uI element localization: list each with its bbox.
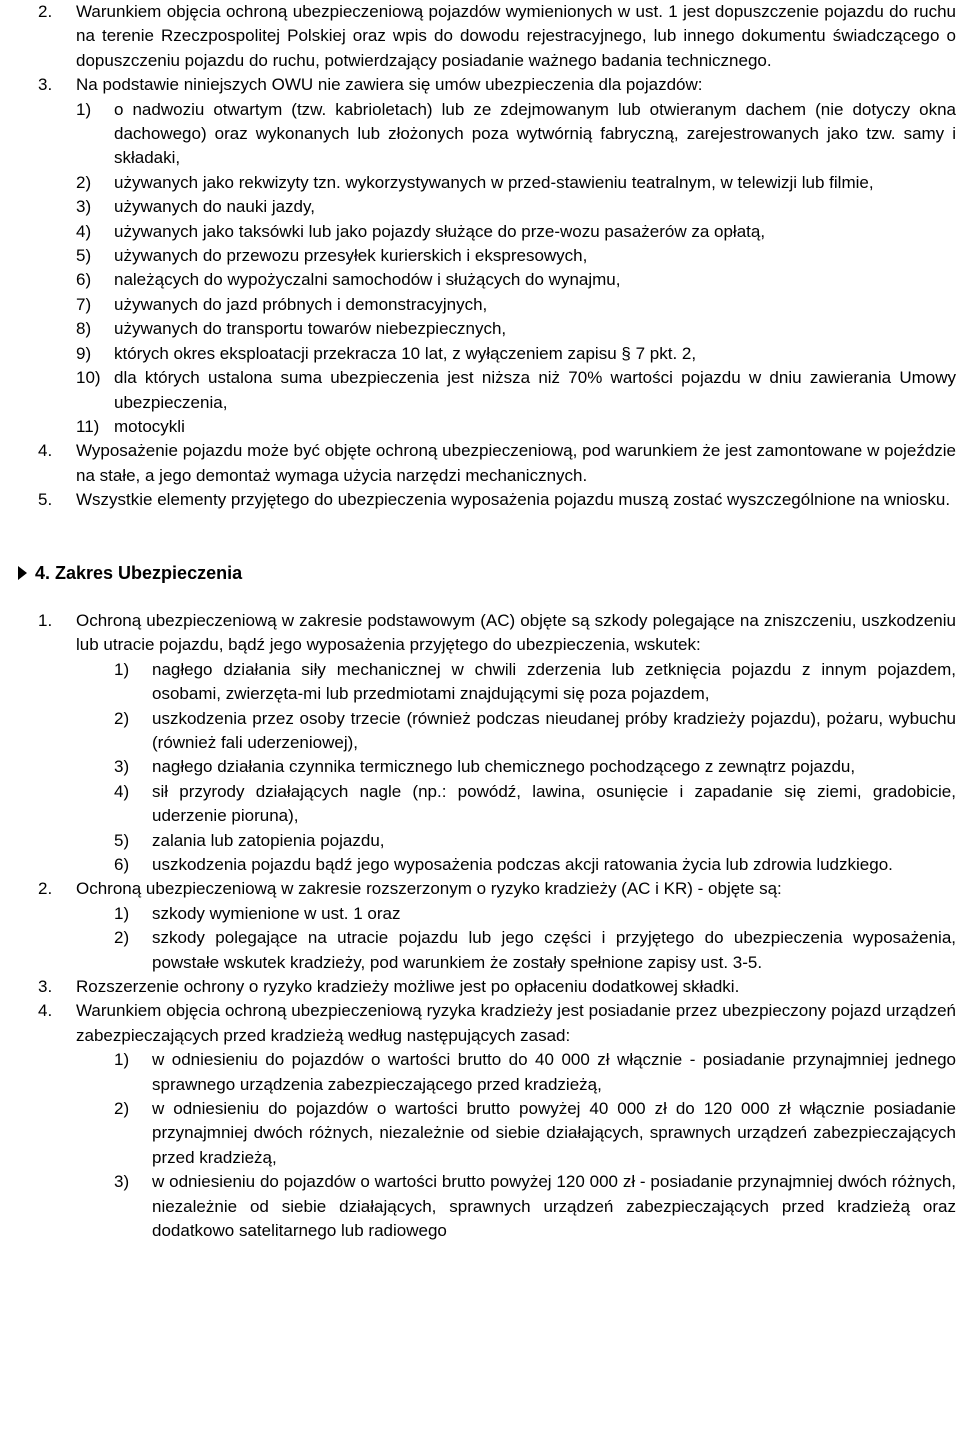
list-item-text: szkody polegające na utracie pojazdu lub jego części i przyjętego do ubezpieczenia wyposażenia, powstałe wskutek kradzieży, pod warunkiem że zostały spełnione zapisy ust. 3-5.	[152, 928, 956, 972]
paragraph-text: Wszystkie elementy przyjętego do ubezpieczenia wyposażenia pojazdu muszą zostać wyszczególnione na wniosku.	[76, 490, 951, 510]
list-item-number: 6)	[76, 270, 92, 290]
list-item	[38, 220, 956, 244]
list-item-text: motocykli	[114, 416, 185, 436]
list-item-text: należących do wypożyczalni samochodów i służących do wynajmu,	[114, 270, 621, 290]
list-item-number: 2)	[114, 708, 130, 728]
list-item-text: nagłego działania siły mechanicznej w chwili zderzenia lub zetknięcia pojazdu z innym pojazdem, osobami, zwierzęta-mi lub przedmiotami znajdującymi się poza pojazdem,	[152, 659, 956, 704]
list-item-number: 1)	[114, 659, 130, 679]
list-item	[38, 755, 956, 779]
paragraph-text: Ochroną ubezpieczeniową w zakresie podstawowym (AC) objęte są szkody polegające na zniszczeniu, uszkodzeniu lub utracie pojazdu, bądź jego wyposażenia przyjętego do ubezpieczenia, wskutek:	[76, 610, 956, 655]
paragraph-number: 4.	[38, 1001, 53, 1021]
list-item-text: używanych jako taksówki lub jako pojazdy służące do prze-wozu pasażerów za opłatą,	[114, 221, 766, 241]
list-item-text: których okres eksploatacji przekracza 10 lat, z wyłączeniem zapisu	[114, 343, 617, 363]
list-item	[38, 171, 956, 195]
list-item-text: używanych do przewozu przesyłek kurierskich i ekspresowych,	[114, 246, 588, 266]
list-item-text: używanych do jazd próbnych i demonstracyjnych,	[114, 294, 488, 314]
list-item-number: 9)	[76, 343, 92, 363]
list-item-number: 2)	[114, 1099, 130, 1119]
list-item-text: zalania lub zatopienia pojazdu,	[152, 830, 385, 850]
list-item-text: uszkodzenia przez osoby trzecie (również podczas nieudanej próby kradzieży pojazdu), pożaru, wybuchu (również fali uderzeniowej),	[152, 708, 956, 752]
paragraph-2	[38, 877, 956, 901]
section-heading	[18, 561, 956, 585]
list-item-number: 5)	[76, 246, 92, 266]
list-item-number: 3)	[114, 757, 130, 777]
list-item	[38, 902, 956, 926]
list-item-number: 2)	[76, 172, 92, 192]
paragraph-3	[38, 73, 956, 97]
spacer	[38, 513, 956, 561]
list-item-text: nagłego działania czynnika termicznego lub chemicznego pochodzącego z zewnątrz pojazdu,	[152, 757, 856, 777]
list-item	[38, 415, 956, 439]
paragraph-number: 1.	[38, 610, 53, 630]
paragraph-number: 5.	[38, 490, 53, 510]
paragraph-4	[38, 439, 956, 488]
list-item-text: dla których ustalona suma ubezpieczenia jest niższa niż 70% wartości pojazdu w dniu zawierania Umowy ubezpieczenia,	[114, 368, 956, 412]
list-item-number: 4)	[114, 781, 130, 801]
list-item-number: 8)	[76, 319, 92, 339]
list-item-number: 5)	[114, 830, 130, 850]
list-item-text: używanych do transportu towarów niebezpiecznych,	[114, 319, 507, 339]
list-item	[38, 1048, 956, 1097]
list-item	[38, 658, 956, 707]
paragraph-text: Warunkiem objęcia ochroną ubezpieczeniową pojazdów wymienionych w ust. 1 jest dopuszczenie pojazdu do ruchu na terenie Rzeczpospolitej Polskiej oraz wpis do dowodu rejestracyjnego, lub innego dokumentu świadczącego o dopuszczeniu pojazdu do ruchu, potwierdzający posiadanie ważnego badania technicznego.	[76, 2, 956, 70]
list-item	[38, 829, 956, 853]
list-item	[38, 780, 956, 829]
paragraph-number: 2.	[38, 879, 53, 899]
list-item	[38, 926, 956, 975]
paragraph-number: 4.	[38, 441, 53, 461]
section-title: 4. Zakres Ubezpieczenia	[35, 562, 243, 583]
paragraph-2	[38, 0, 956, 73]
triangle-bullet-icon	[18, 566, 27, 580]
paragraph-1	[38, 609, 956, 658]
list-item-text: szkody wymienione w ust. 1 oraz	[152, 903, 401, 923]
paragraph-text: Na podstawie niniejszych OWU nie zawiera się umów ubezpieczenia dla pojazdów:	[76, 75, 703, 95]
list-item-text: w odniesieniu do pojazdów o wartości brutto powyżej 40 000 zł do 120 000 zł włącznie posiadanie przynajmniej dwóch różnych, niezależnie od siebie działających, sprawnych urządzeń zabezpieczających przed kradzieżą,	[152, 1099, 956, 1167]
list-item-number: 1)	[76, 99, 92, 119]
list-item	[38, 1170, 956, 1243]
paragraph-text: Ochroną ubezpieczeniową w zakresie rozszerzonym o ryzyko kradzieży (AC i KR) - objęte są:	[76, 879, 782, 899]
spacer	[38, 585, 956, 609]
document-page	[35, 0, 956, 1244]
list-item-number: 6)	[114, 855, 130, 874]
list-item	[38, 342, 956, 366]
paragraph-5	[38, 488, 956, 512]
list-item	[38, 98, 956, 171]
list-item-text: w odniesieniu do pojazdów o wartości brutto powyżej 120 000 zł - posiadanie przynajmniej dwóch różnych, niezależnie od siebie działających, sprawnych urządzeń zabezpieczających przed kradzieżą oraz dodatkowo satelitarnego lub radiowego	[152, 1172, 956, 1241]
paragraph-3	[38, 975, 956, 999]
list-item	[38, 244, 956, 268]
paragraph-4	[38, 999, 956, 1048]
list-item-text: sił przyrody działających nagle (np.: powódź, lawina, osunięcie i zapadanie się ziemi, gradobicie, uderzenie pioruna),	[152, 781, 956, 826]
list-item-number: 4)	[76, 221, 92, 241]
list-item-text: o nadwoziu otwartym (tzw. kabrioletach) lub ze zdejmowanym lub otwieranym dachem (nie dotyczy okna dachowego) oraz wykonanych lub złożonych poza wytwórnią fabryczną, zarejestrowanych jako tzw. samy i składaki,	[114, 99, 956, 168]
list-item	[38, 366, 956, 415]
list-item	[38, 707, 956, 756]
paragraph-number: 3.	[38, 75, 53, 95]
list-item	[38, 317, 956, 341]
list-item-number: 3)	[114, 1172, 130, 1192]
section-symbol: §	[621, 343, 631, 363]
paragraph-number: 2.	[38, 2, 53, 21]
list-item-text: uszkodzenia pojazdu bądź jego wyposażenia podczas akcji ratowania życia lub zdrowia ludzkiego.	[152, 855, 893, 874]
list-item	[38, 195, 956, 219]
paragraph-text: Rozszerzenie ochrony o ryzyko kradzieży możliwe jest po opłaceniu dodatkowej składki.	[76, 977, 740, 997]
list-item	[38, 853, 956, 877]
list-item-text: używanych do nauki jazdy,	[114, 197, 315, 217]
list-item	[38, 268, 956, 292]
list-item-text: używanych jako rekwizyty tzn. wykorzystywanych w przed-stawieniu teatralnym, w telewizji lub filmie,	[114, 172, 874, 192]
list-item-number: 7)	[76, 294, 92, 314]
paragraph-text: Warunkiem objęcia ochroną ubezpieczeniową ryzyka kradzieży jest posiadanie przez ubezpieczony pojazd urządzeń zabezpieczających przed kradzieżą według następujących zasad:	[76, 1001, 956, 1045]
list-item-number: 3)	[76, 197, 92, 217]
list-item-number: 2)	[114, 928, 130, 948]
list-item-number: 1)	[114, 903, 130, 923]
list-item	[38, 1097, 956, 1170]
list-item-text: w odniesieniu do pojazdów o wartości brutto do 40 000 zł włącznie - posiadanie przynajmniej jednego sprawnego urządzenia zabezpieczającego przed kradzieżą,	[152, 1050, 956, 1094]
list-item-number: 1)	[114, 1050, 130, 1070]
list-item-number: 10)	[76, 368, 101, 388]
paragraph-text: Wyposażenie pojazdu może być objęte ochroną ubezpieczeniową, pod warunkiem że jest zamontowane w pojeździe na stałe, a jego demontaż wymaga użycia narzędzi mechanicznych.	[76, 441, 956, 485]
list-item-text: 7 pkt. 2,	[635, 343, 697, 363]
list-item	[38, 293, 956, 317]
list-item-number: 11)	[76, 416, 100, 436]
paragraph-number: 3.	[38, 977, 53, 997]
